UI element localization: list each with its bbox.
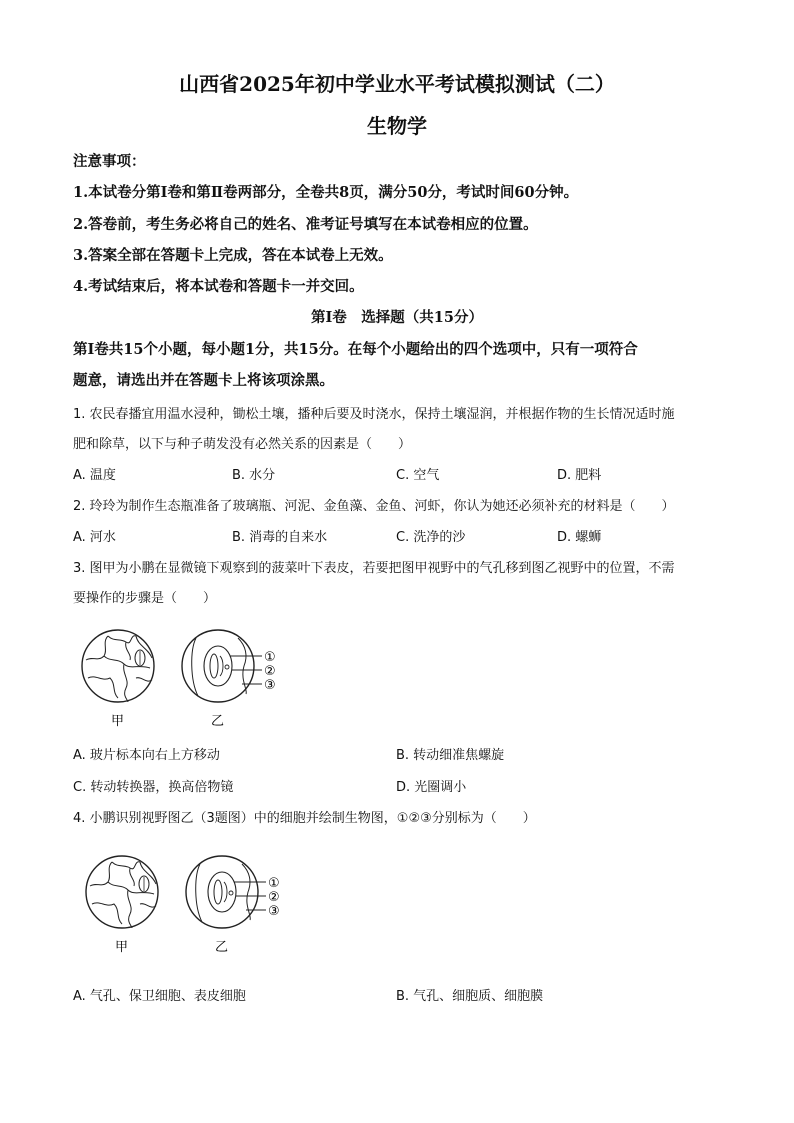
question-2-option-c: C. 洗净的沙 (396, 530, 466, 545)
label-jia: 甲 (111, 714, 125, 729)
field-yi (186, 856, 266, 928)
question-1-text: 肥和除草，以下与种子萌发没有必然关系的因素是（ ） (73, 437, 412, 452)
question-3-text: 要操作的步骤是（ ） (73, 591, 217, 606)
notice-item: 2.答卷前，考生务必将自己的姓名、准考证号填写在本试卷相应的位置。 (73, 216, 538, 233)
question-3-option-d: D. 光圈调小 (396, 780, 467, 795)
notice-heading: 注意事项： (73, 153, 146, 170)
mark-2: ② (264, 664, 276, 679)
field-jia (82, 630, 154, 702)
question-1-text: 1. 农民春播宜用温水浸种，锄松土壤，播种后要及时浇水，保持土壤湿润，并根据作物的生长情况适时施 (73, 407, 675, 422)
section-intro: 第Ⅰ卷共15个小题，每小题1分，共15分。在每个小题给出的四个选项中，只有一项符合 (73, 341, 638, 358)
microscope-figure-q3 (78, 626, 298, 734)
microscope-figure-q4 (82, 852, 302, 960)
subject-title: 生物学 (367, 114, 427, 138)
question-1-option-a: A. 温度 (73, 468, 116, 483)
question-3-option-b: B. 转动细准焦螺旋 (396, 748, 505, 763)
mark-1: ① (264, 650, 276, 665)
notice-item: 1.本试卷分第Ⅰ卷和第Ⅱ卷两部分，全卷共8页，满分50分，考试时间60分钟。 (73, 184, 579, 201)
mark-2: ② (268, 890, 280, 905)
question-4-option-a: A. 气孔、保卫细胞、表皮细胞 (73, 989, 246, 1004)
section-intro: 题意，请选出并在答题卡上将该项涂黑。 (73, 372, 334, 389)
label-yi: 乙 (211, 714, 225, 729)
question-4-text: 4. 小鹏识别视野图乙（3题图）中的细胞并绘制生物图，①②③分别标为（ ） (73, 811, 536, 826)
notice-item: 3.答案全部在答题卡上完成，答在本试卷上无效。 (73, 247, 393, 264)
question-2-option-d: D. 螺蛳 (557, 530, 602, 545)
question-3-text: 3. 图甲为小鹏在显微镜下观察到的菠菜叶下表皮，若要把图甲视野中的气孔移到图乙视野中的位置，不需 (73, 561, 675, 576)
question-2-option-a: A. 河水 (73, 530, 116, 545)
microscope-figure-q3-svg (78, 626, 298, 734)
field-yi (182, 630, 262, 702)
notice-item: 4.考试结束后，将本试卷和答题卡一并交回。 (73, 278, 364, 295)
exam-title: 山西省2025年初中学业水平考试模拟测试（二） (179, 72, 615, 96)
question-1-option-c: C. 空气 (396, 468, 440, 483)
section-heading: 第Ⅰ卷 选择题（共15分） (311, 309, 483, 326)
label-yi: 乙 (215, 940, 229, 955)
question-2-option-b: B. 消毒的自来水 (232, 530, 328, 545)
microscope-figure-q4-svg (82, 852, 302, 960)
label-jia: 甲 (115, 940, 129, 955)
mark-1: ① (268, 876, 280, 891)
question-3-option-c: C. 转动转换器，换高倍物镜 (73, 780, 234, 795)
question-2-text: 2. 玲玲为制作生态瓶准备了玻璃瓶、河泥、金鱼藻、金鱼、河虾，你认为她还必须补充的材料是（ ） (73, 499, 675, 514)
question-4-option-b: B. 气孔、细胞质、细胞膜 (396, 989, 544, 1004)
question-3-option-a: A. 玻片标本向右上方移动 (73, 748, 220, 763)
question-1-option-b: B. 水分 (232, 468, 276, 483)
question-1-option-d: D. 肥料 (557, 468, 602, 483)
mark-3: ③ (264, 678, 276, 693)
field-jia (86, 856, 158, 928)
mark-3: ③ (268, 904, 280, 919)
